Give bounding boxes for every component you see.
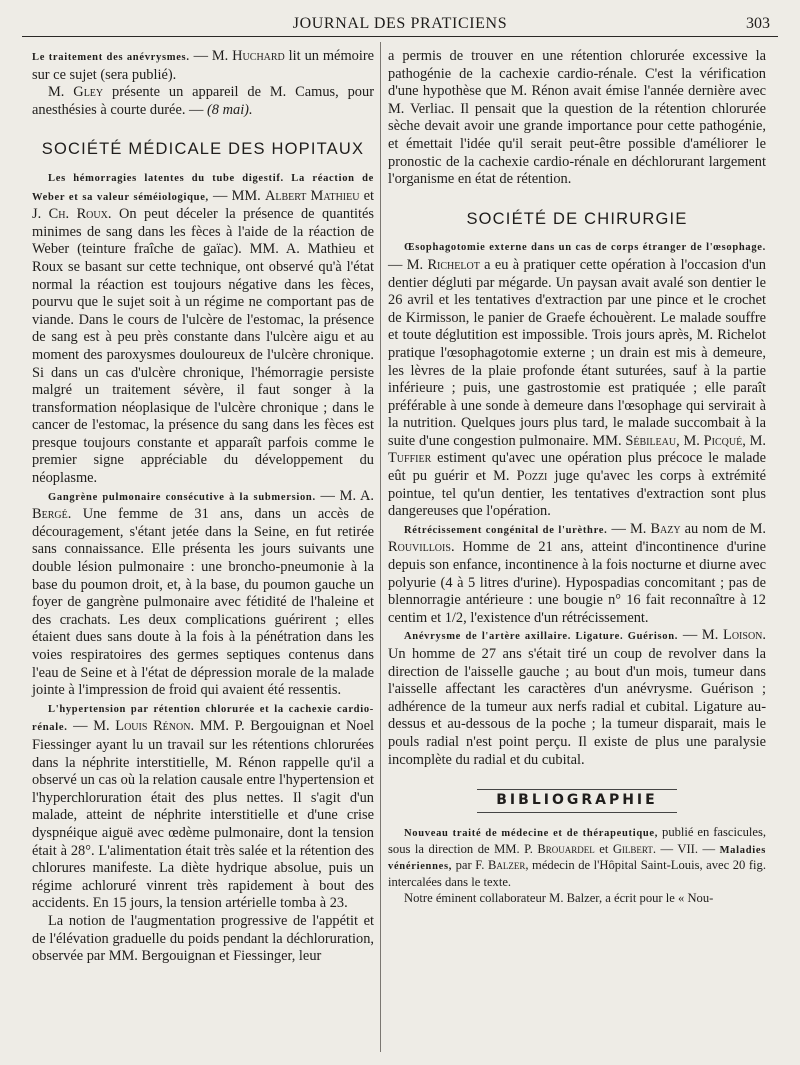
author-name: Huchard <box>232 48 285 64</box>
rubric-title: Rétrécissement congénital de l'urèthre. <box>404 524 608 536</box>
paragraph-gangrene <box>32 488 374 700</box>
text-run: publié en fascicules, sous la direction de MM. P. <box>388 824 767 856</box>
author-name: Albert Mathieu <box>264 187 360 204</box>
text-run: La notion de l'augmentation progressive de l'appétit et de l'élévation graduelle du poids pendant la déchloruration, observée par MM. Bergouignan et Fiessinger, leur <box>32 912 374 965</box>
paragraph-appetite <box>32 913 374 966</box>
author-name: Tuffier <box>388 450 432 467</box>
text-run: au nom de M. <box>680 520 767 537</box>
paragraph-urethra <box>388 521 766 628</box>
section-heading-chirurgie: SOCIÉTÉ DE CHIRURGIE <box>466 209 688 228</box>
text-run: M. <box>48 84 74 101</box>
author-name: Sébileau <box>625 432 677 449</box>
right-column <box>388 48 766 907</box>
author-name: Balzer <box>487 858 526 873</box>
text-run: juge qu'avec les corps à extrémité pointue, tel qu'un dentier, les tentatives d'extraction sont plus dangereuses que l'opération. <box>388 468 766 520</box>
column-divider <box>380 42 381 1052</box>
text-run: , M. <box>676 432 704 449</box>
author-name: J. Ch. Roux <box>32 206 108 223</box>
paragraph-cachexia-continuation <box>388 48 766 189</box>
rubric-title: L'hypertension par rétention chlorurée et la cachexie cardio-rénale. <box>32 703 374 734</box>
running-header <box>22 8 778 37</box>
text-run: et <box>359 187 374 204</box>
text-run: . — VII. — <box>652 841 720 856</box>
text-run: . Un homme de 27 ans s'était tiré un coup de revolver dans la direction de l'aisselle gauche ; au bout d'un mois, tumeur dans l'aisselle affectant les caractères d'un anévrysme. Guérison ; adhérence de la tumeur aux nerfs radial et cubital. Ligature au-dessus et au-dessous de la poche ; la tumeur disparait, mais le pouls radial n'est point perçu. Il existe de plus une paralysie incomplète du radial et du cubital. <box>388 627 767 768</box>
text-run: . Homme de 21 ans, atteint d'incontinence d'urine depuis son enfance, incontinence à la fois nocturne et diurne avec polyurie (4 à 5 litres d'urine). Hypospadias concomitant ; pas de blennorragie antérieure : une bougie n° 16 fait reconnaître à 12 centim et 1/2, l'existence d'un rétrécissement. <box>388 539 766 626</box>
text-run: — MM. <box>208 187 265 204</box>
paragraph-balzer <box>388 891 766 907</box>
section-heading-bibliographie <box>388 789 766 813</box>
text-run: — M. <box>607 520 651 537</box>
bibliographie-label: BIBLIOGRAPHIE <box>496 792 658 809</box>
rubric-title: Maladies vénériennes, <box>388 844 766 873</box>
paragraph-hypertension <box>32 700 374 913</box>
text-run: , médecin de l'Hôpital Saint-Louis, avec 20 fig. intercalées dans le texte. <box>388 858 767 890</box>
author-name: Gley <box>73 84 104 101</box>
author-name: Bergé <box>32 506 68 523</box>
text-run: estiment qu'avec une opération plus précoce le malade eût pu guérir et M. <box>388 450 766 485</box>
rubric-title: Gangrène pulmonaire consécutive à la submersion. <box>48 491 316 503</box>
text-run: . On peut déceler la présence de quantités minimes de sang dans les fèces à l'aide de la réaction de Weber (teinture fraîche de gaïac). MM. A. Mathieu et Roux se basant sur cette technique, ont observé qu'à l'état normal la réaction est toujours négative dans les fèces, pourvu que le sujet soit à un régime ne comportant pas de viande. Dans le cours de l'ulcère de l'estomac, la présence de sang est à peu près constante dans l'ulcère aigu et au moment des paroxysmes douloureux de l'ulcère chronique. Si dans un cas d'ulcère chronique, l'hémorragie persiste malgré un traitement sévère, il faut songer à la transformation néoplasique de l'ulcère chronique ; dans le cancer de l'estomac, la présence du sang dans les fèces est presque toujours constante et apparaît parfois comme le premier signe appréciable du développement du néoplasme. <box>32 206 375 487</box>
journal-title: JOURNAL DES PRATICIENS <box>292 15 508 32</box>
text-run: présente un appareil de M. Camus, pour anesthésies à courte durée. — <box>32 84 374 118</box>
author-name: Richelot <box>427 256 480 273</box>
author-name: Louis Rénon <box>115 718 191 735</box>
rubric-title: Anévrysme de l'artère axillaire. Ligature. Guérison. <box>404 631 679 643</box>
paragraph-gley <box>32 84 374 119</box>
author-name: Brouardel <box>537 841 595 856</box>
author-name: Gilbert <box>612 841 653 856</box>
rubric-title: Nouveau traité de médecine et de thérapeutique, <box>404 827 659 839</box>
text-run: par F. <box>452 858 488 873</box>
left-column <box>32 48 374 966</box>
author-name: Loison <box>723 627 763 644</box>
rubric-title: Le traitement des anévrysmes. <box>32 52 190 63</box>
text-run: . Une femme de 31 ans, dans un accès de découragement, s'étant jetée dans la Seine, en fut retirée sans connaissance. Elle présenta les jours suivants une double lésion pulmonaire : une broncho-pneumonie à la base du poumon droit, et, à la base, du poumon gauche un foyer de gangrène pulmonaire avec fétidité de l'haleine et des crachats. Les deux complications guérirent ; elles étaient dues sans doute à la fois à la pénétration dans les voies respiratoires des germes septiques contenus dans l'eau de Seine et à l'état de dépression morale de la malade jointe à l'impression de froid qui avaient été ressentis. <box>32 506 374 699</box>
text-run: a eu à pratiquer cette opération à l'occasion d'un dentier dégluti par mégarde. Un paysan avait avalé son dentier le 26 avril et les tentatives d'extraction par une pince et le crochet de Kirmisson, le panier de Graefe échouèrent. Le malade souffre et toute déglutition est impossible. Trois jours après, M. Richelot pratique l'œsophagotomie externe ; un drain est mis à demeure, les lèvres de la plaie profonde étant suturées, sauf à la partie inférieure ; puis, une gastrostomie est pratiquée ; elle paraît préférable à une sonde à demeure dans l'œsophage qui servirait à la nutrition. Quelques jours plus tard, le malade succombait à la suite d'une congestion pulmonaire. MM. <box>388 256 767 449</box>
text-run: (8 mai). <box>207 101 253 118</box>
paragraph-axillary-aneurysm <box>388 627 766 769</box>
author-name: Pozzi <box>516 468 548 485</box>
paragraph-hemorrhages <box>32 169 374 488</box>
section-heading-medicale: SOCIÉTÉ MÉDICALE DES HOPITAUX <box>41 140 365 159</box>
rubric-title: Œsophagotomie externe dans un cas de corps étranger de l'œsophage. <box>404 242 766 254</box>
paragraph-treatise <box>388 825 766 891</box>
paragraph-aneurysm-treatment <box>32 48 374 84</box>
text-run: a permis de trouver en une rétention chlorurée excessive la pathogénie de la cachexie cardio-rénale. C'est la vérification d'une hypothèse que M. Rénon avait émise l'année dernière avec M. Verliac. Il pensait que la question de la rétention chlorurée sèche devait avoir une grande importance pour cette pathogénie, et émettait l'idée qu'il serait peut-être possible d'améliorer le pronostic de la cachexie cardio-rénale en déchlorurant largement l'organisme en état de rétention. <box>388 48 766 188</box>
rubric-title: Les hémorragies latentes du tube digestif. La réaction de Weber et sa valeur séméiologique, <box>32 172 374 203</box>
text-run: — M. A. <box>315 487 374 504</box>
text-run: , M. <box>742 432 767 449</box>
text-run: — M. <box>67 718 116 735</box>
page-number: 303 <box>746 15 770 32</box>
text-run: et <box>594 841 613 856</box>
text-run: . MM. P. Bergouignan et Noel Fiessinger ayant lu un travail sur les rétentions chlorurées dans la néphrite interstitielle, M. Rénon rappelle qu'il a observé un cas où la relation causale entre l'hypertension et l'hyperchloruration était des plus nettes. Il s'agit d'un malade, atteint de néphrite interstitielle et d'une crise dyspnéique aiguë avec œdème pulmonaire, dont la tension était à 28°. L'alimentation était très salée et la rétention des chlorures manifeste. La diète hydrique absolue, puis un régime achloruré vinrent très rapidement à bout des accidents. En 15 jours, la tension artérielle tomba à 23. <box>32 718 375 912</box>
text-run: — M. <box>678 627 724 644</box>
text-run: — M. <box>388 256 428 273</box>
bibliographie-frame <box>477 789 677 813</box>
author-name: Bazy <box>650 520 681 537</box>
author-name: Picqué <box>703 432 743 449</box>
author-name: Rouvillois <box>388 539 451 556</box>
text-run: Notre éminent collaborateur M. Balzer, a écrit pour le « Nou- <box>404 890 714 905</box>
text-run: — M. <box>189 48 233 64</box>
text-run: lit un mémoire sur ce sujet (sera publié). <box>32 48 375 83</box>
paragraph-oesophagotomy <box>388 238 766 521</box>
